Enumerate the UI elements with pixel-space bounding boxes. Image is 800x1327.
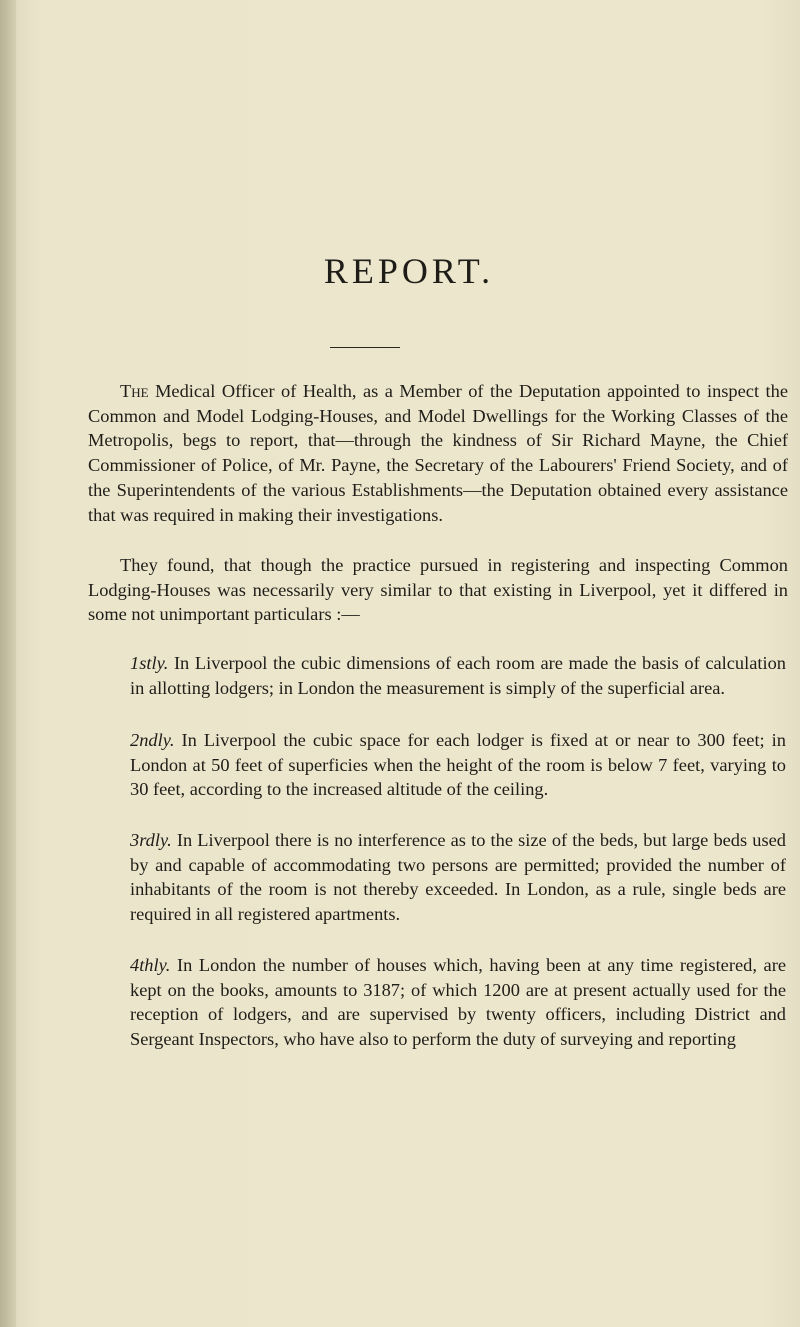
list-item-text: In London the number of houses which, having been at any time registered, are kept on the books, amounts to 3187; of which 1200 are at present actually used for the reception of lodgers, and are supervised by twenty officers, including District and Sergeant Inspectors, who have also to perform the duty of surveying and reporting: [130, 955, 786, 1050]
paragraph-intro: [88, 379, 788, 527]
list-item-lead: 3rdly.: [130, 830, 172, 850]
list-item-text: In Liverpool the cubic space for each lodger is fixed at or near to 300 feet; in London at 50 feet of superficies when the height of the room is below 7 feet, varying to 30 feet, according to the increased altitude of the ceiling.: [130, 730, 786, 800]
list-item-text: In Liverpool there is no interference as to the size of the beds, but large beds used by and capable of accommodating two persons are permitted; provided the number of inhabitants of the room is not thereby exceeded. In London, as a rule, single beds are required in all registered apartments.: [130, 830, 786, 925]
list-item: [130, 828, 786, 927]
paragraph-intro-lead: The: [120, 381, 149, 401]
page-spine: [0, 0, 16, 1327]
list-item: [130, 728, 786, 802]
document-title: REPORT.: [323, 251, 495, 291]
list-item-lead: 4thly.: [130, 955, 171, 975]
title-rule: [330, 347, 400, 348]
paragraph-intro-text: Medical Officer of Health, as a Member of the Deputation appointed to inspect the Common and Model Lodging-Houses, and Model Dwellings for the Working Classes of the Metropolis, begs to report, that—through the kindness of Sir Richard Mayne, the Chief Commissioner of Police, of Mr. Payne, the Secretary of the Labourers' Friend Society, and of the Superintendents of the various Establishments—the Deputation obtained every assistance that was required in making their investigations.: [88, 381, 789, 525]
list-item-text: In Liverpool the cubic dimensions of each room are made the basis of calculation in allotting lodgers; in London the measurement is simply of the superficial area.: [130, 653, 786, 698]
list-item: [130, 953, 786, 1052]
list-item: [130, 651, 786, 700]
list-item-lead: 1stly.: [130, 653, 169, 673]
paragraph-findings: They found, that though the practice pursued in registering and inspecting Common Lodging-Houses was necessarily very similar to that existing in Liverpool, yet it differed in some not unimportant particulars :—: [88, 555, 788, 625]
list-item-lead: 2ndly.: [130, 730, 175, 750]
